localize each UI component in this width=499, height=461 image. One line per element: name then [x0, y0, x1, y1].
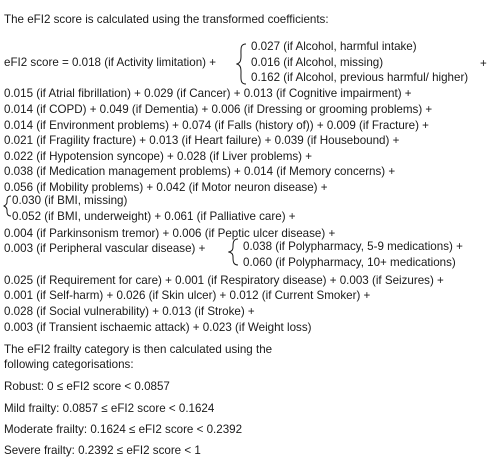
category-mild: Mild frailty: 0.0857 ≤ eFI2 score < 0.1624 [4, 402, 215, 415]
equation-line: 0.014 (if COPD) + 0.049 (if Dementia) + 0.006 (if Dressing or grooming problems) + [4, 103, 433, 116]
category-moderate: Moderate frailty: 0.1624 ≤ eFI2 score < 0.2392 [4, 423, 243, 436]
equation-line: 0.004 (if Parkinsonism tremor) + 0.006 (if Peptic ulcer disease) + [4, 227, 336, 240]
polypharmacy-option: 0.060 (if Polypharmacy, 10+ medications) [243, 256, 456, 269]
alcohol-option: 0.027 (if Alcohol, harmful intake) [251, 40, 417, 53]
equation-line: 0.021 (if Fragility fracture) + 0.013 (if Heart failure) + 0.039 (if Housebound) + [4, 134, 400, 147]
alcohol-option: 0.016 (if Alcohol, missing) [251, 56, 384, 69]
category-robust: Robust: 0 ≤ eFI2 score < 0.0857 [4, 380, 170, 393]
category-intro: The eFI2 frailty category is then calculated using the [4, 343, 273, 356]
alcohol-option: 0.162 (if Alcohol, previous harmful/ higher) [251, 71, 469, 84]
equation-line: 0.022 (if Hypotension syncope) + 0.028 (if Liver problems) + [4, 150, 313, 163]
equation-line: 0.028 (if Social vulnerability) + 0.013 (if Stroke) + [4, 305, 255, 318]
polypharmacy-brace [228, 238, 240, 266]
equation-line: 0.001 (if Self-harm) + 0.026 (if Skin ulcer) + 0.012 (if Current Smoker) + [4, 289, 371, 302]
alcohol-brace [236, 43, 250, 85]
equation-line: 0.038 (if Medication management problems) + 0.014 (if Memory concerns) + [4, 165, 396, 178]
polypharmacy-option: 0.038 (if Polypharmacy, 5-9 medications) + [243, 240, 463, 253]
equation-line: 0.014 (if Environment problems) + 0.074 (if Falls (history of)) + 0.009 (if Fracture) + [4, 119, 429, 132]
category-intro: following categorisations: [4, 358, 134, 371]
intro-text: The eFI2 score is calculated using the transformed coefficients: [4, 13, 329, 26]
equation-line: 0.056 (if Mobility problems) + 0.042 (if Motor neuron disease) + [4, 181, 328, 194]
category-severe: Severe frailty: 0.2392 ≤ eFI2 score < 1 [4, 444, 201, 457]
plus-sign: + [480, 57, 487, 70]
equation-line: 0.015 (if Atrial fibrillation) + 0.029 (if Cancer) + 0.013 (if Cognitive impairment) + [4, 87, 412, 100]
bmi-option: 0.030 (if BMI, missing) [12, 194, 128, 207]
equation-line: 0.003 (if Peripheral vascular disease) + [4, 242, 206, 255]
equation-line: 0.052 (if BMI, underweight) + 0.061 (if Palliative care) + [12, 210, 296, 223]
equation-start: eFI2 score = 0.018 (if Activity limitation) + [4, 56, 216, 69]
equation-line: 0.025 (if Requirement for care) + 0.001 (if Respiratory disease) + 0.003 (if Seizures) + [4, 274, 444, 287]
equation-line: 0.003 (if Transient ischaemic attack) + 0.023 (if Weight loss) [4, 321, 312, 334]
